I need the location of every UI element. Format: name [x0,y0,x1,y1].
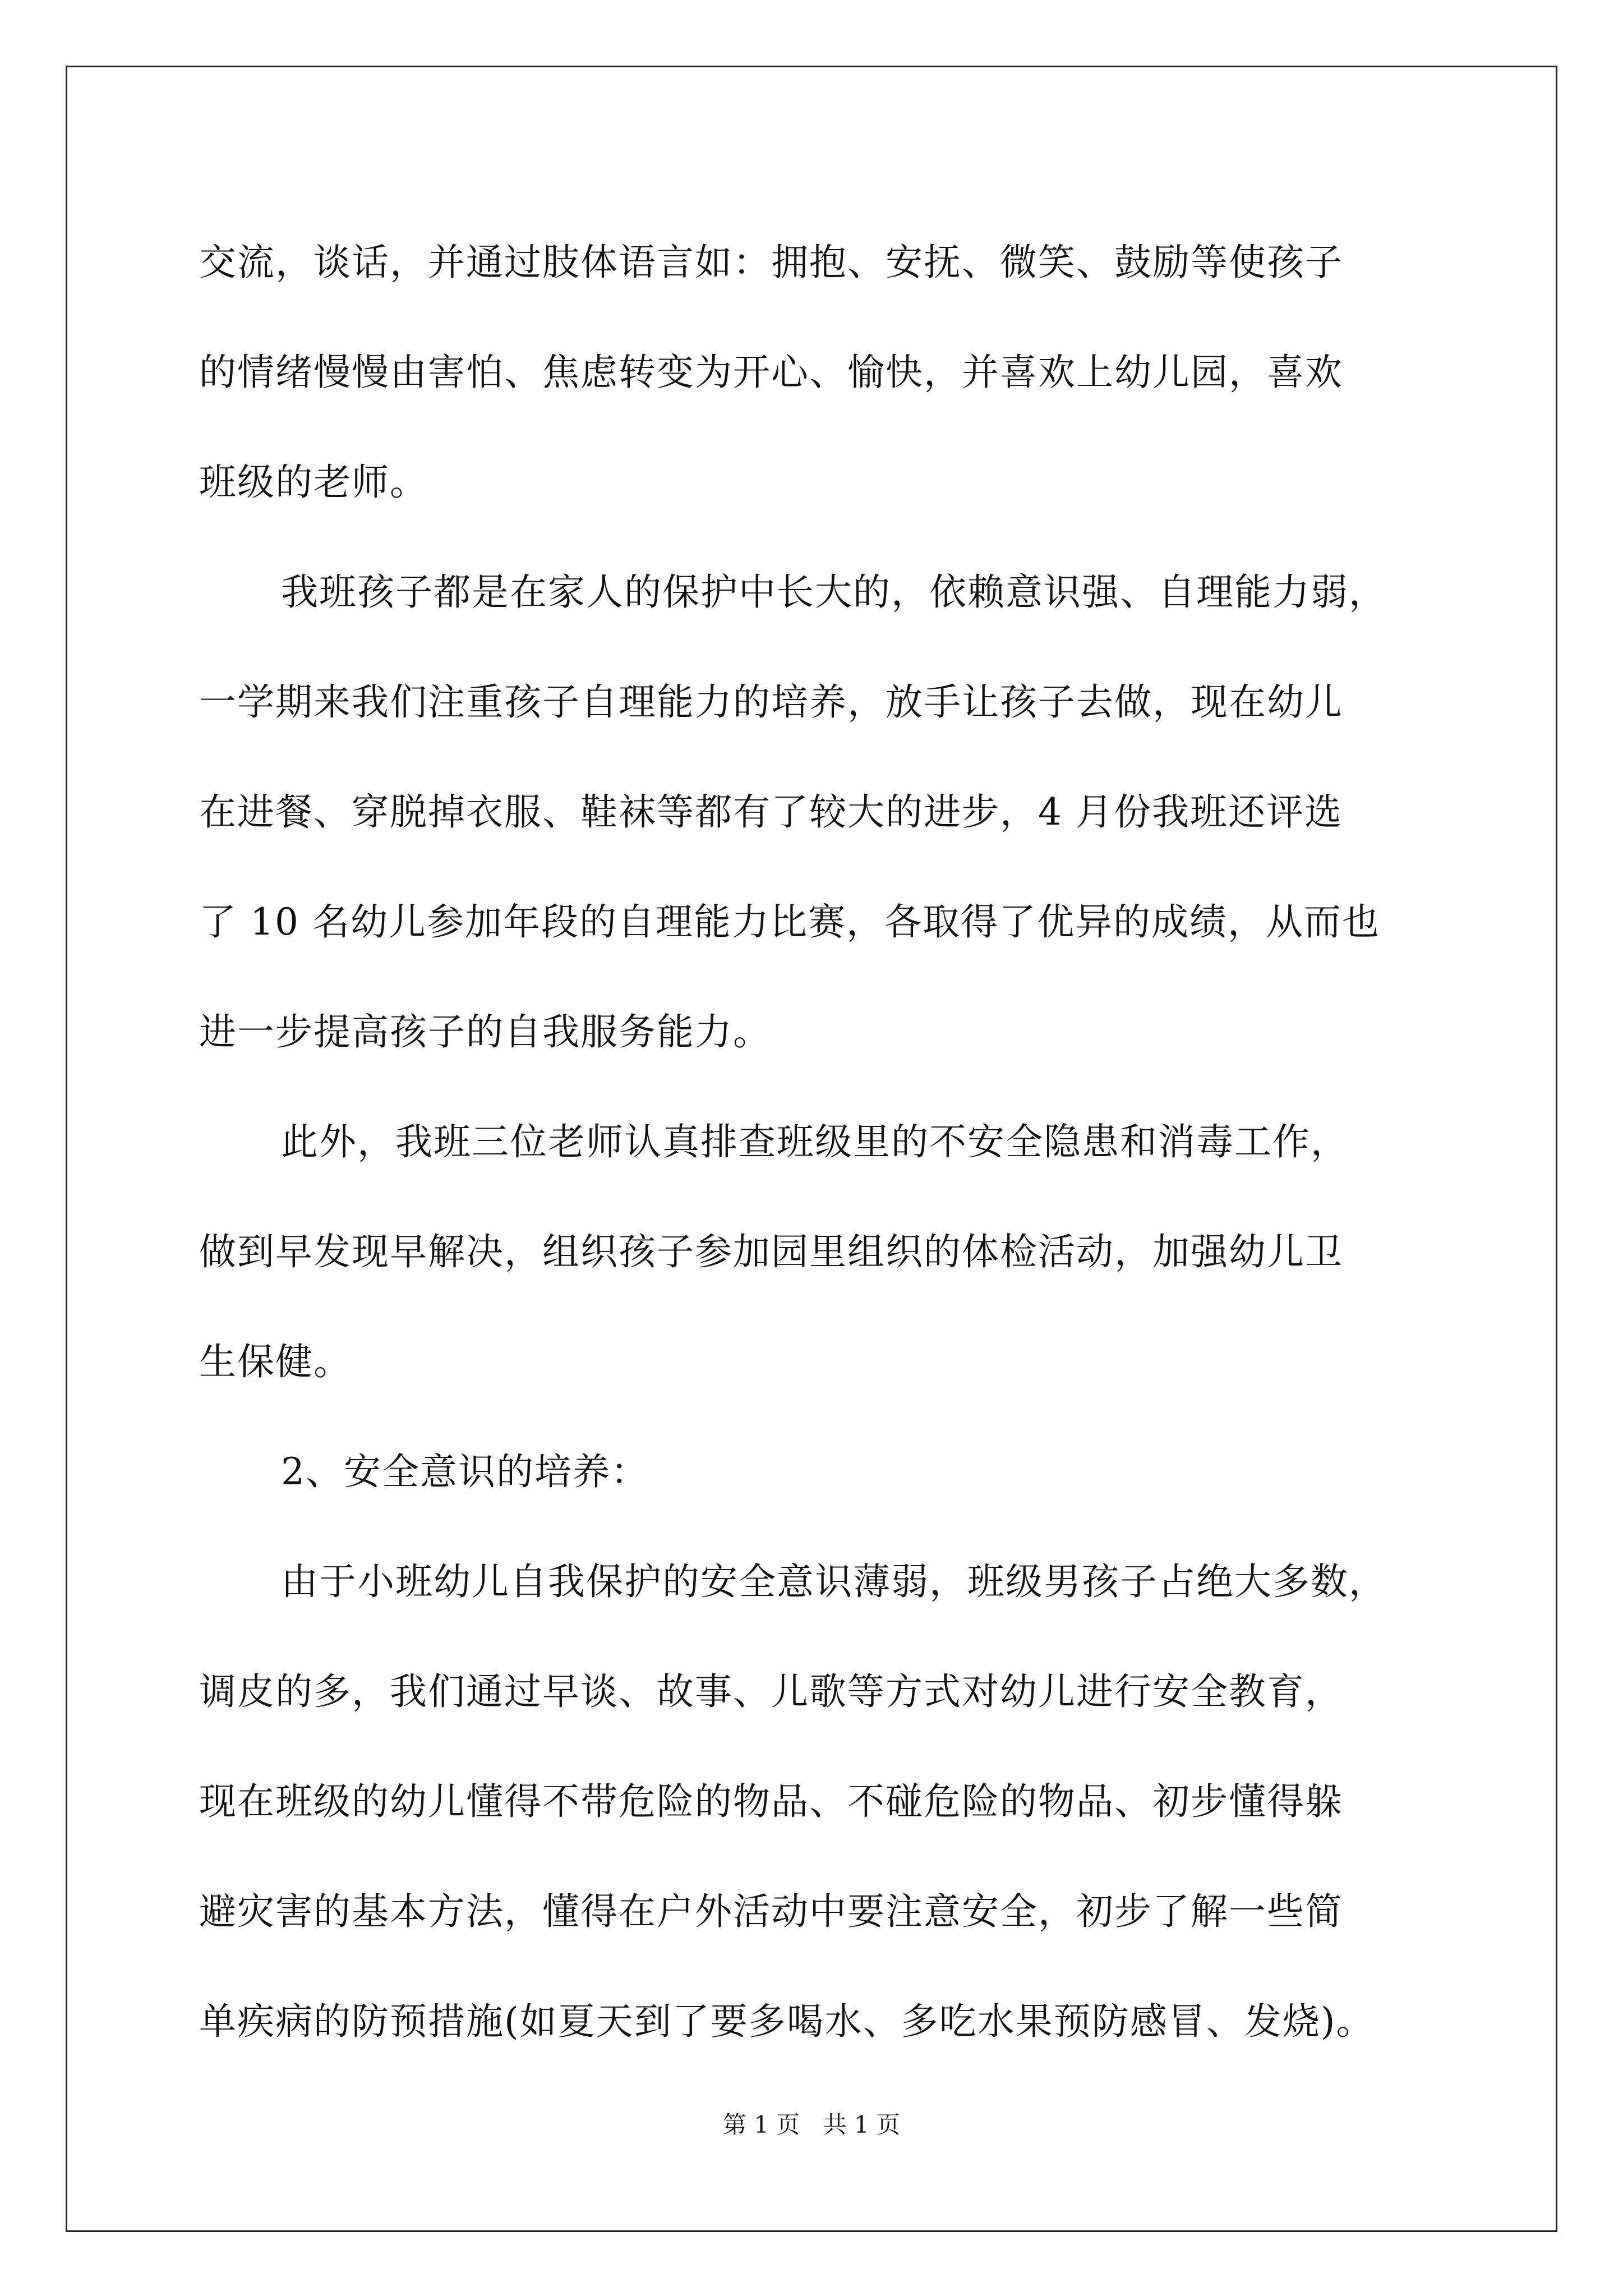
text-line: 生保健。 [199,1340,352,1383]
text-line: 单疾病的防预措施(如夏天到了要多喝水、多吃水果预防感冒、发烧)。 [199,2000,1375,2043]
paragraph-5 [199,1527,1433,2077]
text-line: 现在班级的幼儿懂得不带危险的物品、不碰危险的物品、初步懂得躲 [199,1780,1343,1823]
text-line: 在进餐、穿脱掉衣服、鞋袜等都有了较大的进步，4 月份我班还评选 [199,790,1343,834]
section-heading [199,1417,1433,1527]
page-footer [0,2106,1623,2140]
text-line: 我班孩子都是在家人的保护中长大的，依赖意识强、自理能力弱， [281,570,1387,614]
text-line: 的情绪慢慢由害怕、焦虑转变为开心、愉快，并喜欢上幼儿园，喜欢 [199,351,1343,394]
text-line: 班级的老师。 [199,461,428,504]
paragraph-3 [199,1087,1433,1417]
text-line: 调皮的多，我们通过早谈、故事、儿歌等方式对幼儿进行安全教育， [199,1670,1343,1713]
paragraph-2 [199,537,1433,1087]
text-line: 交流，谈话，并通过肢体语言如：拥抱、安抚、微笑、鼓励等使孩子 [199,241,1343,284]
text-line: 做到早发现早解决，组织孩子参加园里组织的体检活动，加强幼儿卫 [199,1230,1343,1273]
page-number: 第 1 页 [722,2111,800,2138]
text-line: 由于小班幼儿自我保护的安全意识薄弱，班级男孩子占绝大多数， [281,1560,1387,1603]
document-body [199,208,1433,2077]
text-line: 一学期来我们注重孩子自理能力的培养，放手让孩子去做，现在幼儿 [199,680,1343,724]
text-line: 了 10 名幼儿参加年段的自理能力比赛，各取得了优异的成绩，从而也 [199,900,1380,944]
text-line: 此外，我班三位老师认真排查班级里的不安全隐患和消毒工作， [281,1120,1349,1163]
text-line: 进一步提高孩子的自我服务能力。 [199,1010,771,1053]
page-total: 共 1 页 [823,2111,901,2138]
text-line: 2、安全意识的培养： [281,1450,649,1493]
text-line: 避灾害的基本方法，懂得在户外活动中要注意安全，初步了解一些简 [199,1890,1343,1933]
paragraph-1 [199,208,1433,537]
